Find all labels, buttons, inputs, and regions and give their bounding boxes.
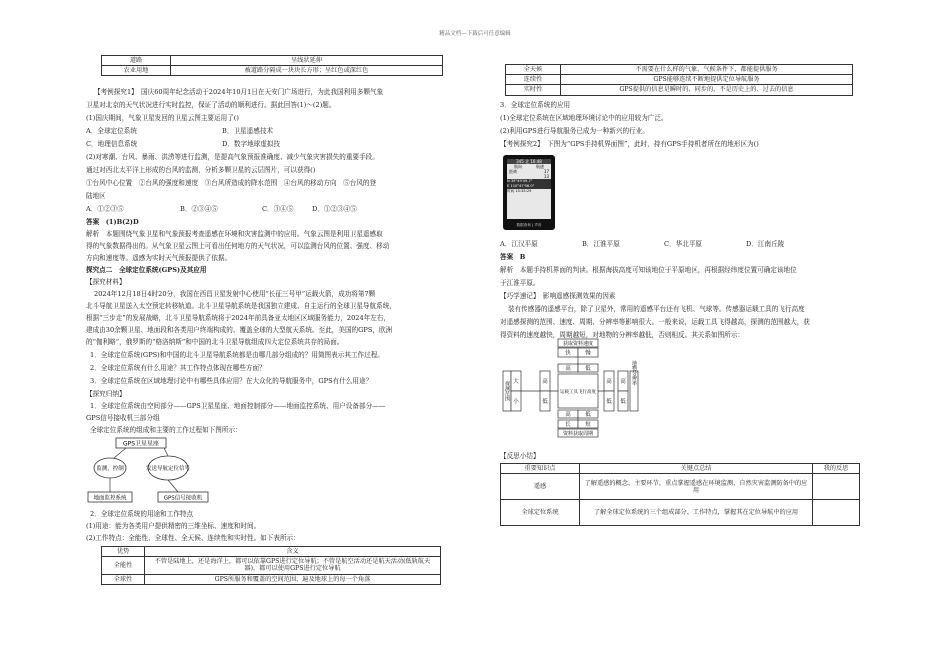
summary-line: 1．全球定位系统由空间部分——GPS卫星星座、地面控制部分——地面监控系统、用户设备部分—— xyxy=(90,402,386,410)
table-cell xyxy=(813,500,860,526)
table-cell: 实时性 xyxy=(506,85,561,95)
screen-e: E 110°47'56.0" xyxy=(507,184,551,189)
subheading: 【探究材料】 xyxy=(86,278,126,286)
material-line: 根据“三步走”的发展战略，北斗卫星导航系统将于2024年前具备亚太地区区域服务能力，2024年左右， xyxy=(86,314,391,322)
tip-heading: 【巧学速记】 影响遥感探测效果的因素 xyxy=(500,292,616,300)
analysis-line: 方向和速度等。遥感为实时天气预报提供了依据。 xyxy=(86,254,232,262)
table-header: 我的反思 xyxy=(813,464,860,474)
rd-bot1: 长 xyxy=(565,422,571,428)
rd-c-low: 低 xyxy=(606,399,612,405)
answer: 答案 B xyxy=(500,253,526,261)
rd-c-high: 高 xyxy=(606,379,612,385)
table-cell: 遥感 xyxy=(501,474,580,500)
table-cell: 了解遥感的概念、主要环节，重点掌握遥感在环境监测、自然灾害监测防备中的应用 xyxy=(580,474,813,500)
rd-top1: 获取资料速度 xyxy=(562,341,594,347)
summary-line: 2．全球定位系统的用途和工作特点 xyxy=(90,510,194,518)
option: D．数字地球虚拟技 xyxy=(222,140,281,148)
table-cell: 全天候 xyxy=(506,65,561,75)
summary-line: (1)用途：能为各类用户提供精密的三维坐标、速度和时间。 xyxy=(86,522,261,530)
rd-center: 运载工具飞行高度 xyxy=(560,390,596,395)
table-cell: 全球性 xyxy=(102,574,145,584)
diag-star: GPS卫星星座 xyxy=(122,440,160,448)
app-line: (2)利用GPS进行导航服务已成为一种新兴的行业。 xyxy=(500,127,649,135)
table-cell: 了解全球定位系统的三个组成部分、工作特点，掌握其在定位导航中的应用 xyxy=(580,500,813,526)
analysis-line: 解析 本题围绕气象卫星和气象预报考查遥感在环境和灾害监测中的应用。气象云图是利用卫星遥感取 xyxy=(86,230,383,238)
reflection-table xyxy=(500,463,860,526)
screen-b1: 航向 xyxy=(514,164,522,169)
table-row xyxy=(102,557,441,574)
ex1-line: (1)国庆期间，气象卫星发回的卫星云图主要运用了() xyxy=(86,114,239,122)
material-line: 的“伽利略”，俄罗斯的“格洛纳斯”和中国的北斗卫星导航组成四大定位系统共存的局面。 xyxy=(86,338,344,346)
material-line: 北斗导航卫星送入太空预定转移轨道。北斗卫星导航系统是我国独立建成、自主运行的全球卫星导航系统， xyxy=(86,302,396,310)
option: D．①②③④⑤ xyxy=(312,205,357,213)
material-line: 建成由30余颗卫星、地面段和各类用户终端构成的、覆盖全球的大型航天系统。至此，美国的GPS，欧洲 xyxy=(86,326,393,334)
ex1-line: (2)对寒潮、台风、暴雨、洪涝等进行监测，是提高气象预报准确度、减少气象灾害损失的重要手段。 xyxy=(86,153,379,161)
diag-ground: 地面监控系统 xyxy=(93,495,127,502)
option: C．地理信息系统 xyxy=(86,140,138,148)
section-title: 探究点二 全球定位系统(GPS)及其应用 xyxy=(86,266,207,274)
rd-top3: 慢 xyxy=(585,350,591,357)
table-row xyxy=(506,65,853,75)
app-line: 3．全球定位系统的应用 xyxy=(500,101,571,109)
table-row xyxy=(506,85,853,95)
rd-mid-b1: 高 xyxy=(565,412,571,418)
gps-screen xyxy=(503,155,555,230)
table-row xyxy=(102,574,441,584)
table-row xyxy=(501,474,860,500)
option: A．全球定位系统 xyxy=(86,127,137,135)
ex1-line: 陆地区 xyxy=(86,192,106,200)
rd-left2: 大 xyxy=(513,379,519,385)
analysis-line: 于江淮平原。 xyxy=(500,279,540,287)
table-cell: GPS所服务和覆盖的空间范围，遍及地球上的每一个角落 xyxy=(145,574,441,584)
screen-dist: 17 xyxy=(543,169,549,174)
diag-recv: GPS信号接收机 xyxy=(163,495,203,502)
rd-left1: 探测范围 xyxy=(504,381,510,401)
question: 3．全球定位系统在区域地理讨论中有哪些具体应用？在大众化的导航服务中，GPS有什么用途？ xyxy=(90,377,373,385)
tip-line: 对遥感探测的范围、速度、周期、分辨率等影响很大。一般来说，运载工具飞得越高，探测的范围越大，获 xyxy=(500,318,810,326)
reflect-heading: 【反思小结】 xyxy=(500,452,540,460)
option: A．江汉平原 xyxy=(500,240,538,248)
table-row xyxy=(102,56,443,66)
rd-mid-l2: 低 xyxy=(542,399,548,405)
table-cell: 农业用地 xyxy=(102,66,171,76)
screen-n: N 39°49'49.7" xyxy=(507,179,551,184)
table-cell: 呈线状延伸 xyxy=(171,56,443,66)
screen-num: 13 xyxy=(543,174,549,179)
ex1-line: 【考例探究1】 国庆60周年纪念活动于2024年10月1日在天安门广场进行，为此我国利用多颗气象 xyxy=(94,88,384,96)
diag-mon: 监测，控制 xyxy=(96,466,124,472)
rd-right1: 地物分辨率 xyxy=(631,360,637,386)
ex1-line: 卫星对北京的天气状况进行实时监控，保证了活动的顺利进行。据此回答(1)～(2)题。 xyxy=(86,101,336,109)
summary-line: (2)工作特点：全能性、全球性、全天候、连续性和实时性。如下表所示： xyxy=(86,534,300,542)
question: 2．全球定位系统有什么用途？其工作特点体现在哪些方面？ xyxy=(90,364,266,372)
option: B．②③④⑤ xyxy=(180,205,218,213)
option: B．卫星遥感技术 xyxy=(222,127,274,135)
table-cell: 连续性 xyxy=(506,75,561,85)
rd-mid-l1: 高 xyxy=(542,379,548,385)
table-cell xyxy=(813,474,860,500)
rd-left3: 小 xyxy=(513,399,519,405)
example2: 【考例探究2】 下图为“GPS手持机界面图”，此时，持有GPS手持机者所在的地形区为() xyxy=(500,140,759,148)
table-header: 含义 xyxy=(145,547,441,557)
table-header: 重要知识点 xyxy=(501,464,580,474)
ex1-line: ①台风中心位置 ②台风的强度和速度 ③台风所造成的降水范围 ④台风的移动方向 ⑤台风的登 xyxy=(86,179,377,187)
option: C．华北平原 xyxy=(664,240,703,248)
screen-dist-label: 距离 xyxy=(509,169,517,174)
option: A．①②③⑤ xyxy=(86,205,124,213)
rd-r-low: 低 xyxy=(620,399,626,405)
table-cell: 全球定位系统 xyxy=(501,500,580,526)
question: 1．全球定位系统(GPS)和中国的北斗卫星导航系统都是由哪几部分组成的？用简图表示其工作过程。 xyxy=(90,351,384,359)
rd-r-high: 高 xyxy=(620,379,626,385)
table-row xyxy=(102,547,441,557)
table-header: 优势 xyxy=(102,547,145,557)
table-cell: 不需要在什么样的气象、气候条件下，都能提供服务 xyxy=(561,65,853,75)
screen-b2: 航速 xyxy=(536,164,544,169)
analysis-line: 得的气象数据得出的。从气象卫星云图上可看出任何地方的天气状况，可以监测台风的位置、强度、移动 xyxy=(86,242,390,250)
summary-line: 全球定位系统的组成和主要的工作过程如下图所示： xyxy=(90,426,242,434)
screen-top: 345 北 16:48 xyxy=(507,159,551,164)
option: B．江淮平原 xyxy=(582,240,620,248)
rd-bot2: 短 xyxy=(585,422,591,428)
features-table-cont xyxy=(505,64,853,96)
option: C．③④⑤ xyxy=(262,205,294,213)
tip-line: 装有传感器的遥感平台，除了卫星外，常用的遥感平台还有飞机、气球等。传感器运载工具的飞行高度 xyxy=(508,305,805,313)
table-cell: 被道路分隔成一块块长方形；呈红色或深红色 xyxy=(171,66,443,76)
ex1-line: 通过对西北太平洋上形成的台风的监测，分析多颗卫星的云层图片，可以获得() xyxy=(86,166,316,174)
table-cell: 全能性 xyxy=(102,557,145,574)
diag-nav: 发送导航定位信号 xyxy=(145,466,191,472)
table-cell: 不管是陆地上，还是海洋上，都可以依靠GPS进行定位导航；不管是航空活动还是航天活动(低轨航天器)，都可以使用GPS进行定位导航 xyxy=(145,557,441,574)
rd-mid-b2: 低 xyxy=(585,412,591,418)
tip-line: 得资料的速度越快，周期越短，对地物的分辨率越低，否则相反。其关系如图所示： xyxy=(500,331,744,339)
table-row xyxy=(506,75,853,85)
screen-foot: 数据查询 | 声音 xyxy=(516,223,542,227)
table-cell: GPS能够连续不断地提供定位导航服务 xyxy=(561,75,853,85)
table-row xyxy=(102,66,443,76)
screen-time: 时间 15:35:29 xyxy=(507,189,532,193)
summary-line: GPS信号接收机三部分组 xyxy=(86,414,160,422)
rd-mid-t1: 高 xyxy=(565,366,571,372)
rs-diagram xyxy=(500,336,650,441)
subheading: 【探究归纳】 xyxy=(86,390,126,398)
page-header: 精品文档---下载后可任意编辑 xyxy=(439,31,511,37)
rd-top2: 快 xyxy=(565,350,571,357)
table-row xyxy=(501,500,860,526)
table-header: 关键点总结 xyxy=(580,464,813,474)
app-line: (1)全球定位系统在区域地理环境讨论中的应用较为广泛。 xyxy=(500,114,668,122)
table-cell: 道路 xyxy=(102,56,171,66)
features-table xyxy=(101,546,441,585)
table-cell: GPS提供的信息是瞬时的、同步的，不是历史上的、过去的信息 xyxy=(561,85,853,95)
material-line: 2024年12月18日4时20分，我国在西昌卫星发射中心使用“长征三号甲”运载火箭，成功将第7颗 xyxy=(94,290,376,298)
top-table xyxy=(101,55,443,76)
option: D．江南丘陵 xyxy=(746,240,785,248)
answer: 答案 (1)B(2)D xyxy=(86,218,139,226)
rd-mid-t2: 低 xyxy=(585,366,591,372)
rd-bot3: 资料获取周期 xyxy=(562,431,594,437)
analysis-line: 解析 本题手持机界面的判读。根据海拔高度可知该地位于平原地区，再根据经纬度位置可确定该地位 xyxy=(500,266,797,274)
gps-diagram xyxy=(86,436,266,506)
table-row xyxy=(501,464,860,474)
